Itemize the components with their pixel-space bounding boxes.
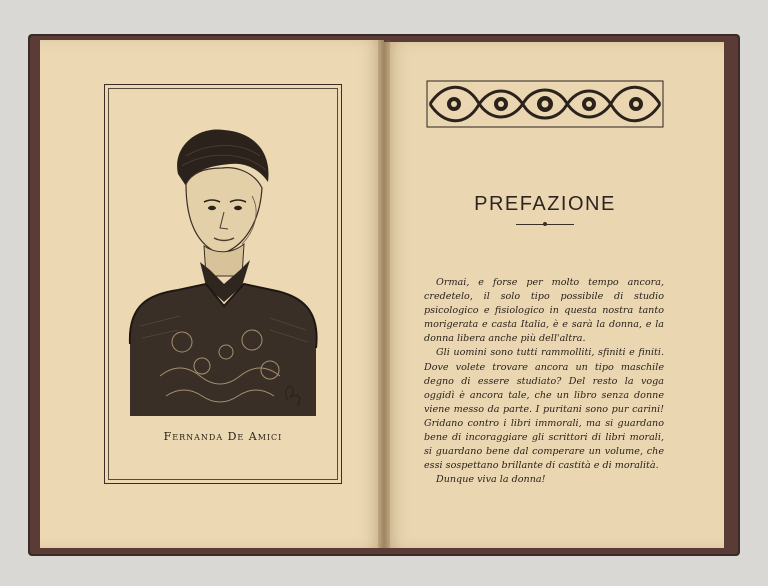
paragraph: Dunque viva la donna! [436,474,546,486]
portrait-caption: Fernanda De Amici [163,430,283,443]
page-title: PREFAZIONE [474,193,616,215]
paragraph: Ormai, e forse per molto tempo ancora, credetelo, il solo tipo possibile di studio psicologico e fisiologico in questa nostra tanto morigerata e casta Italia, è e sarà la donna, e la donna libera anche più dell'altra. [424,277,664,345]
book-gutter [378,40,390,548]
preface-text [424,276,664,487]
ornamental-headpiece [426,80,664,128]
portrait-engraving [120,126,324,424]
title-rule-dot [543,222,547,226]
paragraph: Gli uomini sono tutti rammolliti, sfiniti e finiti. Dove volete trovare ancora un tipo maschile degno di essere studiato? Del resto la voga oggidì è ancora tale, che un libro senza donne viene messo da parte. I puritani sono pur carini! Gridano contro i libri immorali, ma si guardano bene di incoraggiare gli scrittori di libri morali, si guardano bene dal comperare un volume, che essi sospettano brillante di castità e di moralità. [424,347,664,472]
